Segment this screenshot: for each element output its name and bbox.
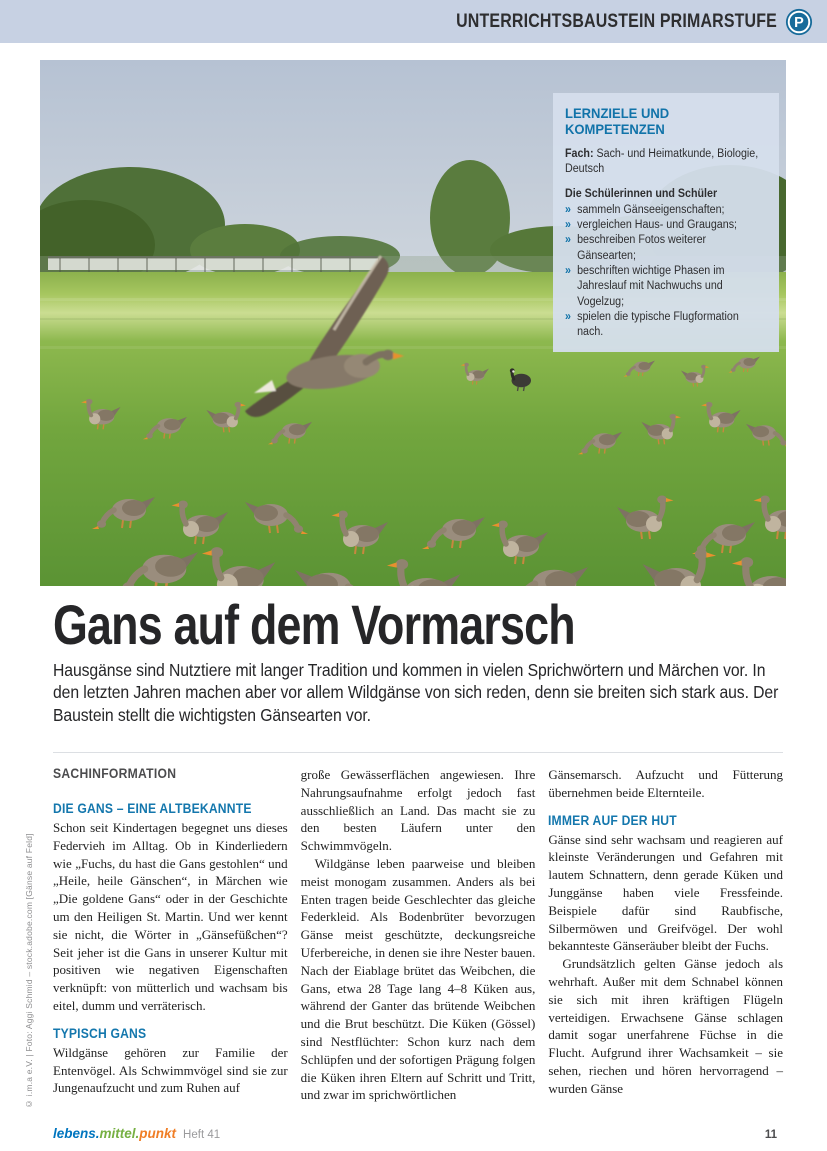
logo-part-mittel: mittel. bbox=[99, 1126, 140, 1141]
paragraph: Gänsemarsch. Aufzucht und Fütterung übernehmen beide Elternteile. bbox=[548, 767, 784, 800]
logo-part-punkt: punkt bbox=[139, 1126, 177, 1141]
article-body bbox=[53, 766, 783, 1104]
primarstufe-badge-icon bbox=[785, 8, 813, 36]
heading-immer-auf-der-hut: IMMER AUF DER HUT bbox=[548, 812, 678, 828]
fach-label: Fach: bbox=[565, 148, 594, 160]
goal-item bbox=[565, 203, 768, 218]
photo-credit: © i.m.a e.V. | Foto: Aggi Schmid – stock.adobe.com [Gänse auf Feld] bbox=[24, 833, 34, 1109]
lernziele-title: LERNZIELE UND KOMPETENZEN bbox=[565, 105, 670, 137]
paragraph: Grundsätzlich gelten Gänse jedoch als wehrhaft. Außer mit dem Schnabel können sie sich mit ihren kräftigen Flügeln verteidigen. Erwachsene Gänse schlagen damit sogar unerfahrene Füchse in die Flucht. Aufgrund ihrer Wachsamkeit – sie sehen, riechen und hören hervorragend – wurden Gänse bbox=[548, 956, 784, 1096]
goal-item bbox=[565, 218, 768, 233]
lernziele-box bbox=[553, 93, 779, 352]
bullet-icon: » bbox=[565, 203, 571, 216]
goal-text: sammeln Gänseeigenschaften; bbox=[577, 203, 725, 216]
goal-text: beschreiben Fotos weiterer Gänsearten; bbox=[577, 234, 707, 262]
bullet-icon: » bbox=[565, 219, 571, 232]
issue-label: Heft 41 bbox=[183, 1129, 221, 1141]
lernziele-fach bbox=[565, 147, 768, 178]
magazine-logo bbox=[53, 1126, 220, 1141]
column-2 bbox=[301, 766, 536, 1104]
fach-value: Sach- und Heimatkunde, Biologie, Deutsch bbox=[565, 148, 759, 176]
badge-letter: P bbox=[794, 14, 804, 31]
bullet-icon: » bbox=[565, 234, 571, 247]
goal-text: spielen die typische Flugformation nach. bbox=[577, 310, 739, 339]
article-intro: Hausgänse sind Nutztiere mit langer Tradition und kommen in vielen Sprichwörtern und Märchen vor. In den letzten Jahren machen aber vor allem Wildgänse von sich reden, denn sie breiten sich stark aus. Der Baustein stellt die wichtigsten Gänsearten vor. bbox=[53, 660, 779, 725]
goal-item bbox=[565, 310, 768, 341]
heading-typisch-gans: TYPISCH GANS bbox=[53, 1025, 147, 1041]
goal-text: beschriften wichtige Phasen im Jahreslauf mit Nachwuchs und Vogelzug; bbox=[577, 264, 725, 308]
page-title: Gans auf dem Vormarsch bbox=[53, 593, 575, 656]
section-divider bbox=[53, 752, 783, 753]
goal-item bbox=[565, 233, 768, 264]
column-3 bbox=[548, 766, 783, 1104]
column-1 bbox=[53, 766, 288, 1104]
bullet-icon: » bbox=[565, 310, 571, 323]
heading-die-gans: DIE GANS – EINE ALTBEKANNTE bbox=[53, 801, 252, 816]
logo-part-lebens: lebens. bbox=[53, 1126, 100, 1141]
page-header bbox=[0, 0, 827, 43]
paragraph: Gänse sind sehr wachsam und reagieren auf kleinste Veränderungen und Gefahren mit lautem Schnattern, denn gerade Küken und Junggänse haben viele Fressfeinde. Beispiele dafür sind Raubfische, Silbermöwen und Greifvögel. Der wohl bekannteste Gänseräuber bleibt der Fuchs. bbox=[548, 831, 784, 954]
paragraph: Wildgänse gehören zur Familie der Entenvögel. Als Schwimmvögel sind sie zur Jungenaufzucht und zum Ruhen auf bbox=[53, 1044, 288, 1096]
section-kicker: SACHINFORMATION bbox=[53, 766, 177, 781]
header-kicker: UNTERRICHTSBAUSTEIN PRIMARSTUFE bbox=[456, 10, 777, 32]
goal-item bbox=[565, 264, 768, 310]
page-number: 11 bbox=[764, 1129, 777, 1141]
paragraph: große Gewässerflächen angewiesen. Ihre Nahrungsaufnahme erfolgt jedoch fast ausschließlich an Land. Das macht sie zu den besten Läufern unter den Schwimmvögeln. bbox=[300, 767, 536, 854]
lernziele-goal-list bbox=[565, 203, 768, 341]
bullet-icon: » bbox=[565, 264, 571, 277]
lernziele-audience: Die Schülerinnen und Schüler bbox=[565, 187, 718, 200]
goal-text: vergleichen Haus- und Graugans; bbox=[577, 219, 738, 232]
paragraph: Schon seit Kindertagen begegnet uns dieses Federvieh im Alltag. Ob in Kinderliedern wie „Fuchs, du hast die Gans gestohlen“ und „Heile, heile Gänschen“, in Märchen wie „Die goldene Gans“ oder in der Geschichte um den Heiligen St. Martin. Und wer kennt sie nicht, die Wörter in „Gänsefüßchen“? Seit jeher ist die Gans in unserer Kultur mit positiven wie negativen Eigenschaften verknüpft: von mütterlich und wachsam bis eitel, dumm und verräterisch. bbox=[53, 820, 288, 1013]
paragraph: Wildgänse leben paarweise und bleiben meist monogam zusammen. Anders als bei Enten tragen beide Geschlechter das gleiche Federkleid. Als Bodenbrüter bevorzugen Gänse meist geschützte, deckungsreiche Uferbereiche, in denen sie ihre Nester bauen. Nach der Eiablage brütet das Weibchen, die Gans, etwa 28 Tage lang 4–8 Küken aus, während der Ganter das brütende Weibchen und die Brut beschützt. Die Küken (Gössel) sind Nestflüchter: Schon kurz nach dem Schlüpfen und der sofortigen Prägung folgen die Küken ihren Eltern auf Schritt und Tritt, und zwar im sprichwörtlichen bbox=[300, 855, 536, 1103]
